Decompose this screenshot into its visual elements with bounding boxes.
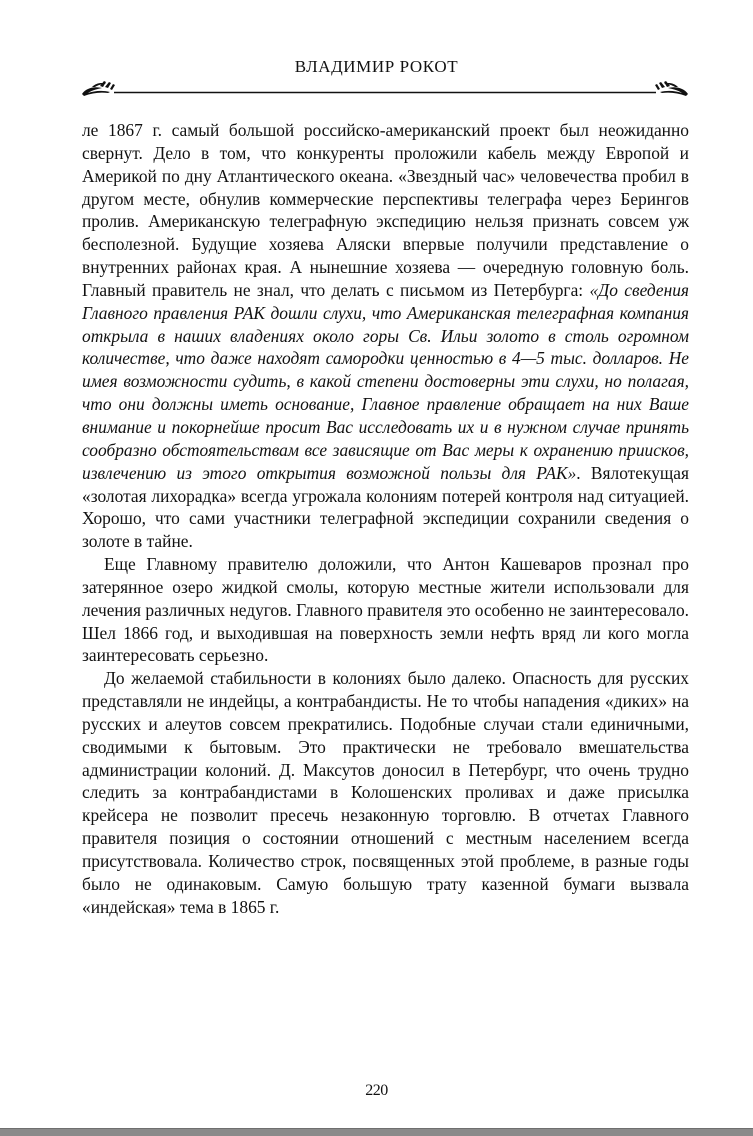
header-rule	[80, 78, 690, 100]
header-rule-graphic	[80, 78, 690, 100]
running-head-title: ВЛАДИМИР РОКОТ	[294, 57, 459, 76]
quoted-letter: «До сведения Главного правления РАК дошли слухи, что Американская телеграфная компания открыла в наших владениях около горы Св. Ильи золото в столь огромном количестве, что даже находят самородки ценностью в 4—5 тыс. долларов. Не имея возможности судить, в какой степени достоверны эти слухи, но полагая, что они должны иметь основание, Главное правление обращает на них Ваше внимание и покорнейше просит Вас исследовать их и в нужном случае принять сообразно обстоятельствам все зависящие от Вас меры к охранению приисков, извлечению из этого открытия возможной пользы для РАК»	[82, 279, 689, 483]
body-text	[82, 119, 689, 919]
paragraph-3-text: До желаемой стабильности в колониях было далеко. Опасность для русских представляли не индейцы, а контрабандисты. Не то чтобы нападения «диких» на русских и алеутов совсем прекратились. Подобные случаи стали единичными, сводимыми к бытовым. Это практически не требовало вмешательства администрации колоний. Д. Максутов доносил в Петербург, что очень трудно следить за контрабандистами в Колошенских проливах и даже присылка крейсера не позволит пресечь незаконную торговлю. В отчетах Главного правителя позиция о состоянии отношений с местным населением всегда присутствовала. Количество строк, посвященных этой проблеме, в разные годы было не одинаковым. Самую большую трату казенной бумаги вызвала «индейская» тема в 1865 г.	[82, 668, 689, 917]
paragraph-2	[82, 553, 689, 667]
paragraph-3	[82, 667, 689, 918]
paragraph-1	[82, 119, 689, 553]
scroll-ornament-right-icon	[655, 81, 688, 96]
page-number: 220	[365, 1082, 388, 1099]
paragraph-1-text-continued: . Вялотекущая «золотая лихорадка» всегда угрожала колониям потерей контроля над ситуацией. Хорошо, что сами участники телеграфной экспедиции сохранили сведения о золоте в тайне.	[82, 462, 690, 552]
paragraph-2-text: Еще Главному правителю доложили, что Антон Кашеваров прознал про затерянное озеро жидкой смолы, которую местные жители использовали для лечения различных недугов. Главного правителя это особенно не заинтересовало. Шел 1866 год, и выходившая на поверхность земли нефть вряд ли кого могла заинтересовать серьезно.	[82, 554, 689, 666]
scroll-ornament-left-icon	[82, 81, 115, 96]
paragraph-1-text: ле 1867 г. самый большой российско-американский проект был неожиданно свернут. Дело в том, что конкуренты проложили кабель между Европой и Америкой по дну Атлантического океана. «Звездный час» человечества пробил в другом месте, обнулив коммерческие перспективы телеграфа через Берингов пролив. Американскую телеграфную экспедицию нельзя признать совсем уж бесполезной. Будущие хозяева Аляски впервые получили представление о внутренних районах края. А нынешние хозяева — очередную головную боль. Главный правитель не знал, что делать с письмом из Петербурга:	[82, 120, 689, 300]
